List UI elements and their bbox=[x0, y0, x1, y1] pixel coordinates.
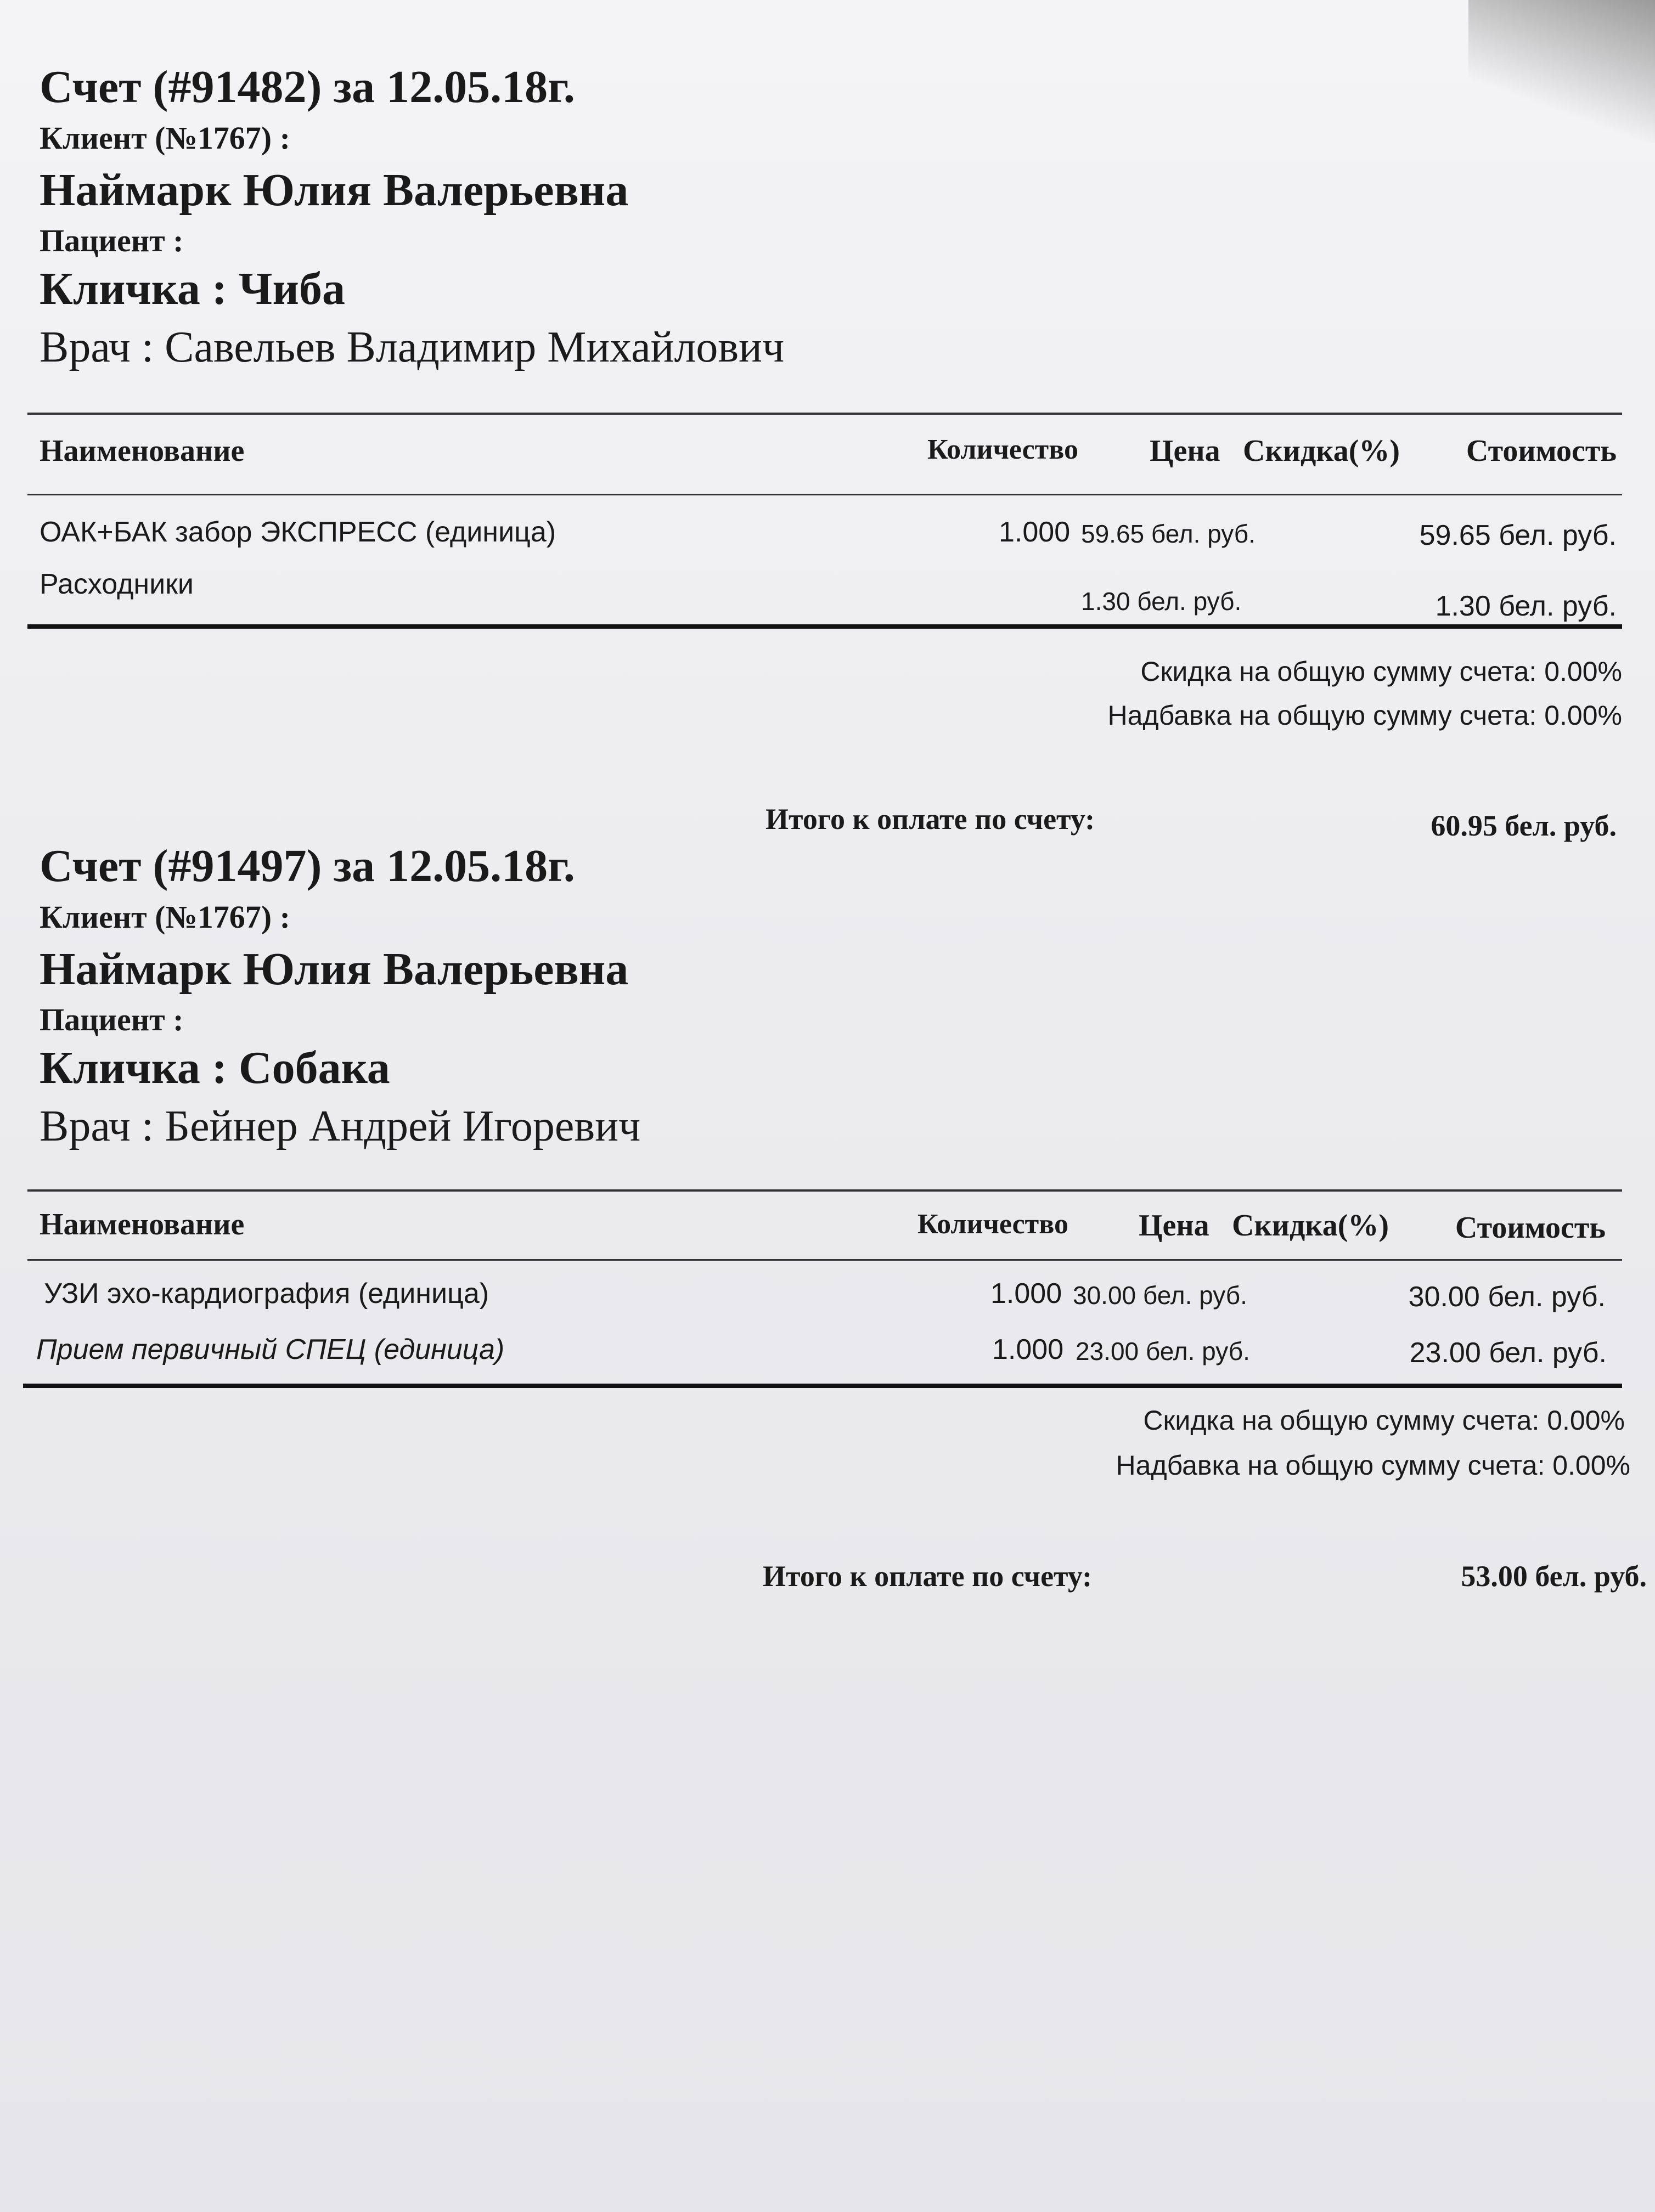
table-row bbox=[0, 516, 1655, 571]
column-header-qty: Количество bbox=[917, 1209, 1068, 1240]
item-qty: 1.000 bbox=[999, 516, 1071, 548]
item-cost: 30.00 бел. руб. bbox=[1408, 1281, 1606, 1313]
item-name: ОАК+БАК забор ЭКСПРЕСС (единица) bbox=[40, 516, 556, 548]
column-header-name: Наименование bbox=[40, 1207, 245, 1242]
column-header-qty: Количество bbox=[927, 434, 1078, 465]
column-header-cost: Стоимость bbox=[1455, 1211, 1606, 1245]
table-top-rule bbox=[27, 413, 1622, 415]
client-name: Наймарк Юлия Валерьевна bbox=[40, 944, 629, 995]
invoice-title: Счет (#91482) за 12.05.18г. bbox=[40, 61, 575, 112]
doctor-name: Врач : Савельев Владимир Михайлович bbox=[40, 323, 785, 371]
column-header-price: Цена bbox=[1139, 1209, 1209, 1243]
discount-summary: Скидка на общую сумму счета: 0.00% bbox=[1143, 1405, 1625, 1436]
client-label: Клиент (№1767) : bbox=[40, 120, 290, 156]
invoice-title: Счет (#91497) за 12.05.18г. bbox=[40, 840, 575, 891]
column-header-price: Цена bbox=[1150, 434, 1220, 468]
table-row bbox=[0, 1277, 1655, 1332]
item-name: Прием первичный СПЕЦ (единица) bbox=[36, 1334, 505, 1365]
total-value: 60.95 бел. руб. bbox=[1431, 809, 1617, 842]
client-label: Клиент (№1767) : bbox=[40, 899, 290, 935]
invoice-2 bbox=[0, 774, 1655, 1593]
item-qty: 1.000 bbox=[990, 1278, 1062, 1310]
item-name: Расходники bbox=[40, 568, 194, 600]
item-price: 59.65 бел. руб. bbox=[1081, 520, 1256, 548]
markup-summary: Надбавка на общую сумму счета: 0.00% bbox=[1116, 1450, 1630, 1481]
item-cost: 1.30 бел. руб. bbox=[1435, 590, 1617, 622]
total-value: 53.00 бел. руб. bbox=[1461, 1560, 1647, 1593]
item-name: УЗИ эхо-кардиография (единица) bbox=[44, 1278, 489, 1310]
patient-label: Пациент : bbox=[40, 223, 184, 258]
item-cost: 23.00 бел. руб. bbox=[1409, 1337, 1607, 1369]
item-price: 23.00 бел. руб. bbox=[1076, 1337, 1250, 1365]
client-name: Наймарк Юлия Валерьевна bbox=[40, 165, 629, 216]
item-price: 1.30 бел. руб. bbox=[1081, 587, 1242, 616]
header-rule bbox=[27, 494, 1622, 495]
item-cost: 59.65 бел. руб. bbox=[1419, 520, 1617, 551]
item-price: 30.00 бел. руб. bbox=[1073, 1281, 1247, 1310]
column-header-discount: Скидка(%) bbox=[1232, 1209, 1389, 1243]
table-top-rule bbox=[27, 1189, 1622, 1192]
invoice-1 bbox=[0, 0, 1655, 842]
column-header-name: Наименование bbox=[40, 434, 245, 468]
table-row bbox=[0, 568, 1655, 623]
doctor-name: Врач : Бейнер Андрей Игоревич bbox=[40, 1102, 641, 1150]
pet-name: Кличка : Собака bbox=[40, 1042, 390, 1093]
markup-summary: Надбавка на общую сумму счета: 0.00% bbox=[1107, 700, 1622, 731]
pet-name: Кличка : Чиба bbox=[40, 263, 345, 314]
item-qty: 1.000 bbox=[992, 1334, 1064, 1365]
patient-label: Пациент : bbox=[40, 1002, 184, 1037]
header-rule bbox=[27, 1259, 1622, 1261]
total-label: Итого к оплате по счету: bbox=[763, 1560, 1093, 1593]
table-row bbox=[0, 1333, 1655, 1388]
table-bottom-rule bbox=[27, 624, 1622, 629]
column-header-discount: Скидка(%) bbox=[1243, 434, 1400, 468]
discount-summary: Скидка на общую сумму счета: 0.00% bbox=[1140, 656, 1622, 687]
total-label: Итого к оплате по счету: bbox=[765, 803, 1095, 836]
table-bottom-rule bbox=[23, 1384, 1622, 1388]
column-header-cost: Стоимость bbox=[1466, 434, 1617, 468]
